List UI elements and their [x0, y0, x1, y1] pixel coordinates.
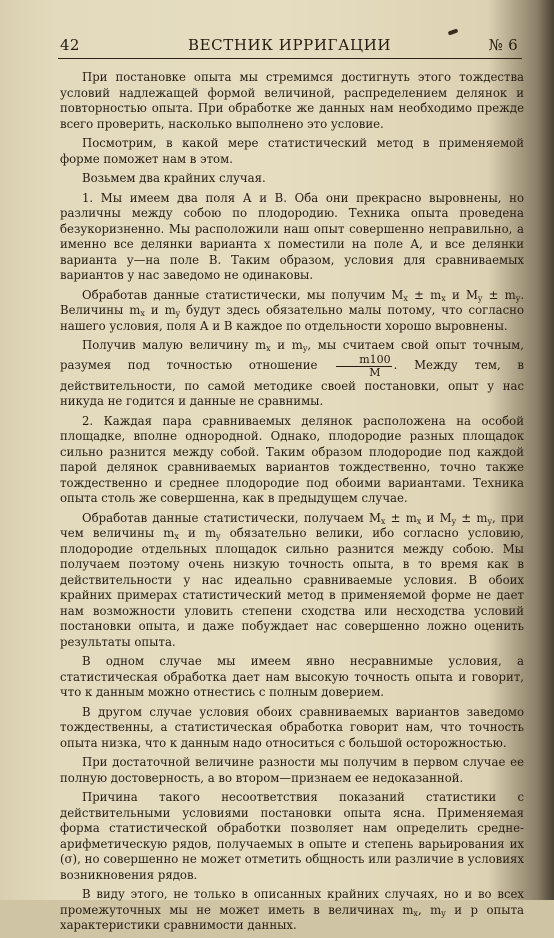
article-body: [60, 70, 524, 938]
paragraph: В другом случае условия обоих сравниваемых вариантов заведомо тождественны, а статистическая обработка говорит нам, что точность опыта низка, что к данным надо относиться с большой осторожностью.: [60, 704, 524, 750]
paragraph: Посмотрим, в какой мере статистический метод в применяемой форме поможет нам в этом.: [60, 136, 524, 166]
fraction-denominator: M: [369, 365, 381, 379]
text-run: и M: [445, 287, 478, 302]
journal-title: ВЕСТНИК ИРРИГАЦИИ: [188, 36, 392, 54]
text-run: и M: [421, 510, 452, 525]
text-run: Получив малую величину m: [82, 338, 267, 352]
subscript: x: [413, 908, 418, 918]
subscript: y: [515, 293, 521, 303]
subscript: y: [487, 516, 492, 526]
running-header: [60, 36, 518, 56]
text-run: обязательно велики, ибо согласно условию, плодородие отдельных площадок сильно разнится между собою. Мы получаем поэтому очень низкую точность опыта, в то время как в действительности у нас идеально сравниваемые условия. В обоих крайних примерах статистический метод в применяемой форме не дает нам возможности уловить степени сходства или несходства условий постановки опыта, и даже побуждает нас совершенно ложно оценить результаты опыта.: [60, 526, 524, 649]
paragraph-formula: [60, 887, 524, 934]
paragraph: 1. Мы имеем два поля А и В. Оба они прекрасно выровнены, но различны между собою по плодородию. Техника опыта проведена безукоризненно. Мы расположили наш опыт совершенно неправильно, а именно все делянки варианта х поместили на поле А, и все делянки варианта у—на поле В. Таким образом, условия для сравниваемых вариантов у нас заведомо не одинаковы.: [60, 190, 524, 282]
subscript: y: [175, 309, 181, 318]
paragraph-formula: [60, 338, 524, 410]
text-run: ± m: [456, 510, 488, 525]
subscript: x: [140, 309, 145, 318]
subscript: x: [403, 293, 408, 303]
fraction: [336, 354, 391, 379]
subscript: y: [441, 908, 446, 918]
text-run: . Величины m: [60, 287, 525, 317]
subscript: x: [174, 532, 179, 541]
text-run: и p опыта характеристики сравнимости данных.: [60, 902, 525, 932]
text-run: и m: [144, 303, 176, 317]
text-run: ± m: [407, 287, 442, 302]
paragraph: Возьмем два крайних случая.: [82, 171, 266, 185]
subscript: y: [216, 532, 221, 541]
issue-number: № 6: [488, 36, 518, 54]
paragraph-formula: [60, 511, 524, 651]
text-run: , при чем величины m: [60, 510, 525, 540]
paragraph: Причина такого несоответствия показаний статистики с действительными условиями постановки опыта ясна. Применяемая форма статистической обработки позволяет нам определить средне-арифметическую рядов, получаемых в опыте и степень варьирования их (σ), но совершенно не может отметить общность или различие в условиях возникновения рядов.: [60, 790, 524, 882]
subscript: x: [441, 293, 446, 303]
paragraph: В одном случае мы имеем явно несравнимые условия, а статистическая обработка дает нам высокую точность опыта и говорит, что к данным можно отнестись с полным доверием.: [60, 654, 524, 699]
paragraph: 2. Каждая пара сравниваемых делянок расположена на особой площадке, вполне однородной. Однако, плодородие разных площадок сильно разнится между собой. Таким образом плодородие под каждой парой делянок сравниваемых вариантов тождественно, точно также тождественно и среднее плодородие под обоими вариантами. Техника опыта столь же совершенна, как в предыдущем случае.: [60, 413, 524, 505]
subscript: x: [416, 516, 422, 526]
text-run: будут здесь обязательно малы потому, что согласно нашего условия, поля А и В каждое по отдельности хорошо выровнены.: [60, 303, 524, 333]
text-run: Обработав данные статистически, мы получим M: [82, 287, 404, 302]
subscript: x: [266, 344, 271, 353]
ink-blemish: [448, 28, 459, 35]
text-run: и m: [270, 338, 303, 352]
page-number: 42: [60, 36, 80, 54]
text-run: . Между тем, в действительности, по самой методике своей постановки, опыт у нас никуда не годится и данные не сравнимы.: [60, 357, 524, 408]
text-run: Обработав данные статистически, получаем M: [82, 510, 381, 525]
paragraph-formula: [60, 288, 524, 335]
text-run: и m: [178, 526, 217, 540]
subscript: x: [380, 516, 386, 526]
subscript: y: [451, 516, 457, 526]
header-rule: [58, 58, 522, 59]
text-run: В виду этого, не только в описанных крайних случаях, но и во всех промежуточных мы не может иметь в величинах m: [60, 887, 524, 917]
subscript: y: [302, 344, 308, 353]
text-run: ± m: [482, 287, 516, 302]
text-run: , m: [417, 902, 442, 917]
fraction-numerator: m100: [336, 354, 391, 367]
text-run: , мы считаем свой опыт точным, разумея под точностью отношение: [60, 338, 524, 372]
subscript: y: [477, 293, 483, 303]
text-run: ± m: [385, 510, 417, 525]
paragraph: При постановке опыта мы стремимся достигнуть этого тождества условий надлежащей формой величиной, распределением делянок и повторностью опыта. При обработке же данных нам необходимо прежде всего проверить, насколько выполнено это условие.: [60, 70, 524, 131]
paragraph: При достаточной величине разности мы получим в первом случае ее полную достоверность, а во втором—признаем ее недоказанной.: [60, 755, 524, 785]
